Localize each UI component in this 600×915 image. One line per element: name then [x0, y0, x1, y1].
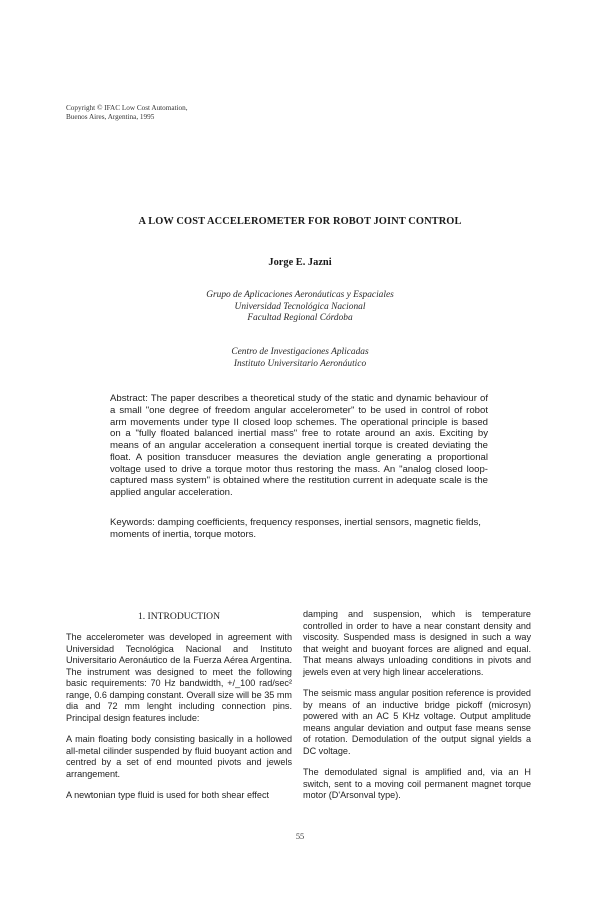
- left-column: [66, 632, 292, 812]
- paragraph: The accelerometer was developed in agreement with Universidad Tecnológica Nacional and Instituto Universitario Aeronáutico de la Fuerza Aérea Argentina. The instrument was designed to meet the following basic requirements: 70 Hz bandwidth, +/_100 rad/sec² range, 0.6 damping constant. Overall size will be 35 mm dia and 72 mm lenght including connection pins. Principal design features include:: [66, 632, 292, 723]
- copyright-notice: [66, 104, 188, 122]
- affiliation-secondary-line-2: Instituto Universitario Aeronáutico: [233, 358, 367, 369]
- copyright-line-1: Copyright © IFAC Low Cost Automation,: [66, 104, 188, 112]
- paragraph: A main floating body consisting basically in a hollowed all-metal cilinder suspended by fluid buoyant action and centred by a set of end mounted pivots and jewels arrangement.: [66, 734, 292, 779]
- affiliation-secondary: [0, 347, 600, 370]
- affiliation-primary-line-3: Facultad Regional Córdoba: [247, 313, 353, 324]
- copyright-line-2: Buenos Aires, Argentina, 1995: [66, 113, 155, 121]
- affiliation-secondary-line-1: Centro de Investigaciones Aplicadas: [231, 347, 369, 357]
- keywords: Keywords: damping coefficients, frequency responses, inertial sensors, magnetic fields, moments of inertia, torque motors.: [110, 517, 481, 540]
- author-name: Jorge E. Jazni: [268, 257, 332, 268]
- affiliation-primary-line-2: Universidad Tecnológica Nacional: [234, 301, 366, 312]
- paragraph: The demodulated signal is amplified and, via an H switch, sent to a moving coil permanent magnet torque motor (D'Arsonval type).: [303, 767, 531, 800]
- paragraph: The seismic mass angular position reference is provided by means of an inductive bridge pickoff (microsyn) powered with an AC 5 KHz voltage. Output amplitude means angular deviation and output fase means sense of rotation. Demodulation of the output signal yields a DC voltage.: [303, 688, 531, 756]
- page-number: 55: [295, 832, 305, 841]
- abstract: Abstract: The paper describes a theoretical study of the static and dynamic behaviour of a small "one degree of freedom angular accelerometer" to be used in control of robot arm movements under type II closed loop schemes. The operational principle is based on a "fully floated balanced inertial mass" free to rotate around an axis. Exciting by means of an angular acceleration a consequent inertial torque is created deviating the float. A position transducer measures the deviation angle generating a proportional voltage used to drive a torque motor thus restoring the mass. An "analog closed loop-captured mass system" is obtained where the restitution current in adequate scale is the applied angular acceleration.: [110, 393, 488, 498]
- affiliation-primary-line-1: Grupo de Aplicaciones Aeronáuticas y Espaciales: [206, 290, 394, 300]
- affiliation-primary: [0, 290, 600, 325]
- paragraph: damping and suspension, which is temperature controlled in order to have a near constant density and viscosity. Suspended mass is designed in such a way that weight and buoyant forces are aligned and equal. That means always unloading conditions in pivots and jewels even at very high linear accelerations.: [303, 609, 531, 677]
- right-column: [303, 609, 531, 812]
- paper-title: A LOW COST ACCELEROMETER FOR ROBOT JOINT CONTROL: [138, 216, 462, 227]
- paragraph: A newtonian type fluid is used for both shear effect: [66, 790, 270, 800]
- section-heading-introduction: 1. INTRODUCTION: [137, 611, 221, 622]
